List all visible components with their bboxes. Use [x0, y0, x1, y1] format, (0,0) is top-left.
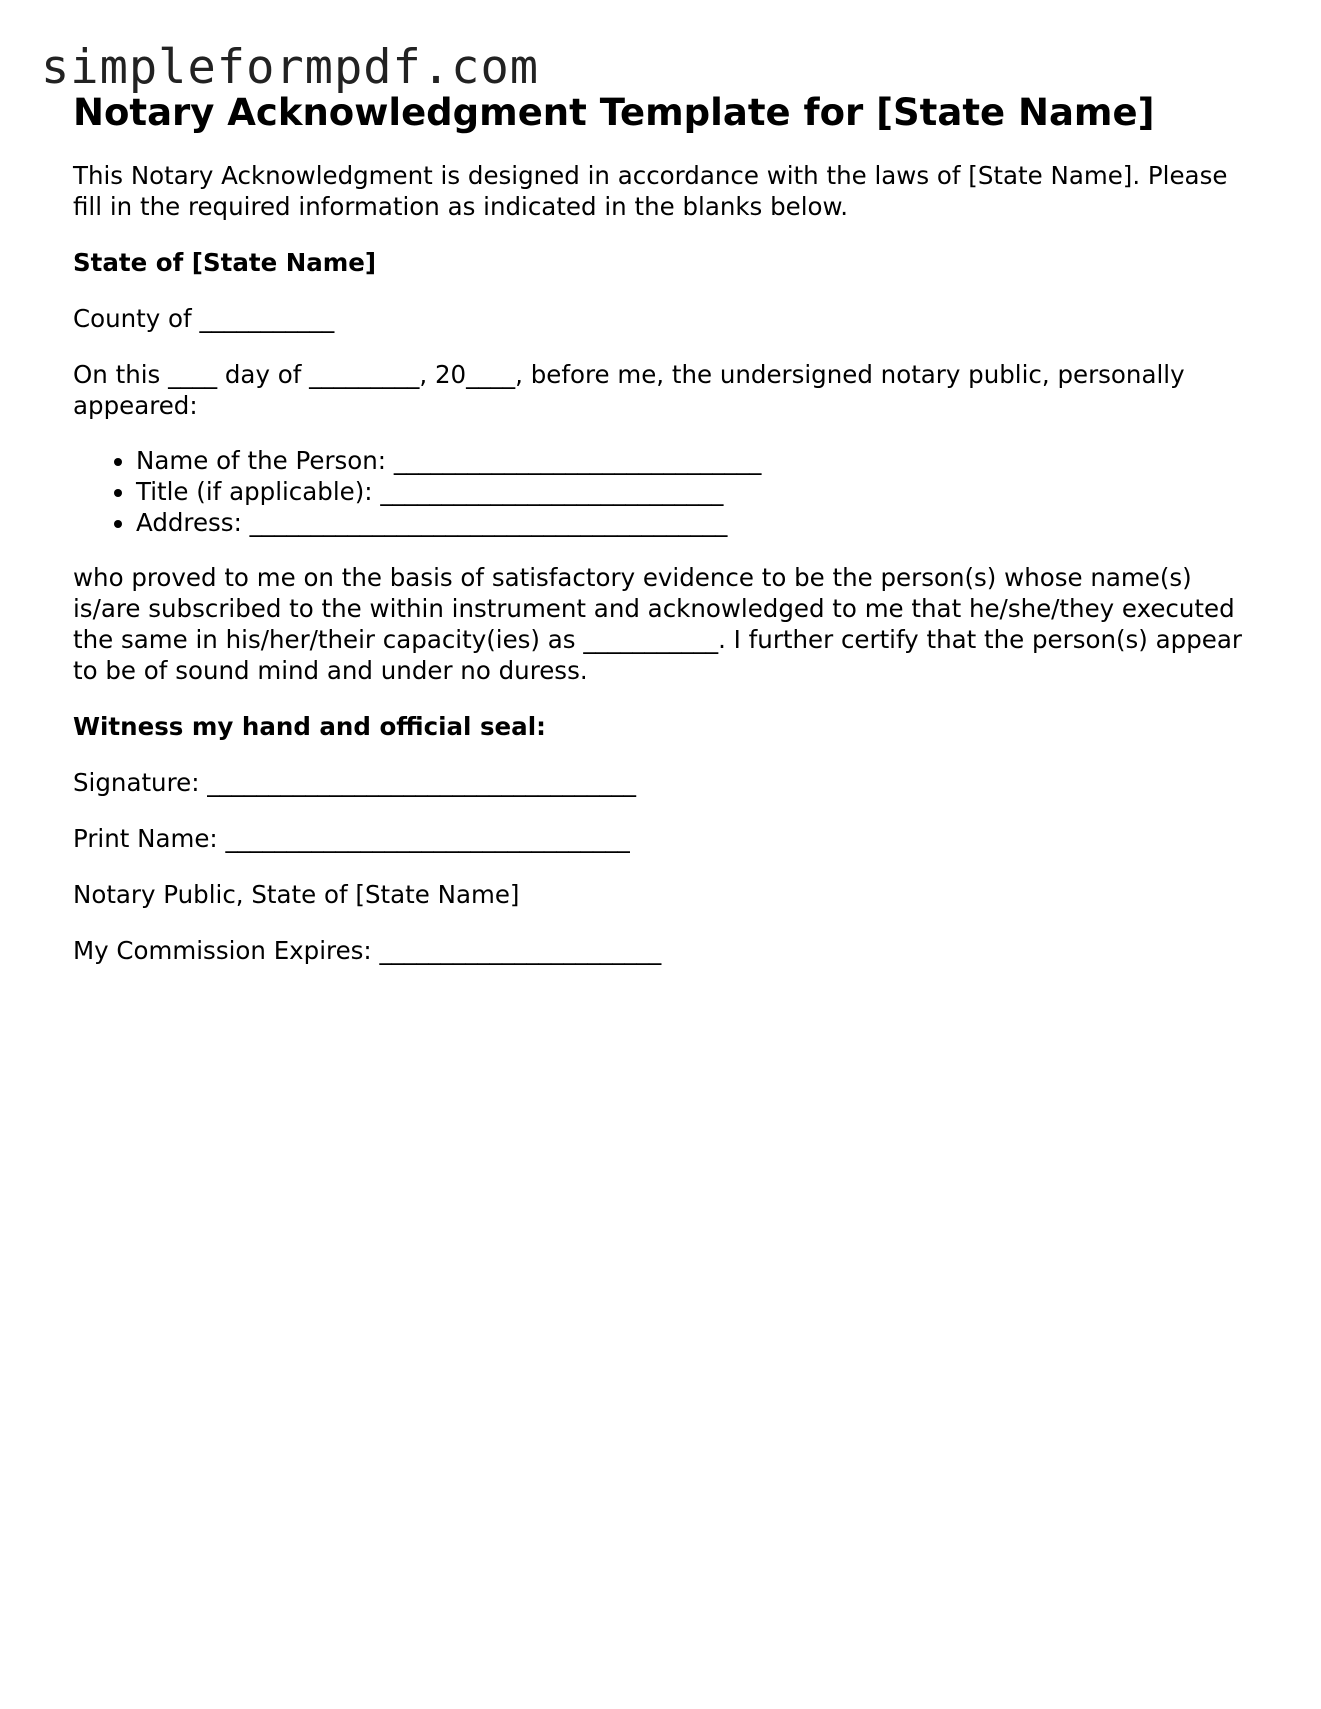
commission-expires-line: My Commission Expires: _______________________: [73, 936, 662, 965]
appeared-paragraph: On this ____ day of _________, 20____, before me, the undersigned notary public, personally appeared:: [73, 360, 1185, 420]
page-title: Notary Acknowledgment Template for [State Name]: [73, 91, 1155, 134]
watermark: simpleformpdf.com: [41, 40, 540, 95]
witness-heading: Witness my hand and official seal:: [73, 712, 546, 741]
person-fields-list: [73, 445, 1253, 538]
notary-state-line: Notary Public, State of [State Name]: [73, 880, 520, 909]
person-name-field: • Name of the Person: ______________________________: [136, 445, 1253, 476]
person-address-field: • Address: _______________________________________: [136, 507, 1253, 538]
print-name-line: Print Name: _________________________________: [73, 824, 630, 853]
proved-paragraph: who proved to me on the basis of satisfactory evidence to be the person(s) whose name(s) is/are subscribed to the within instrument and acknowledged to me that he/she/they executed the same in his/her/their capacity(ies) as ___________. I further certify that the person(s) appear to be of sound mind and under no duress.: [73, 563, 1242, 685]
state-heading: State of [State Name]: [73, 248, 377, 277]
document-body: [73, 90, 1253, 966]
county-line: County of ___________: [73, 304, 335, 333]
person-title-field: • Title (if applicable): ____________________________: [136, 476, 1253, 507]
intro-paragraph: This Notary Acknowledgment is designed in accordance with the laws of [State Name]. Please fill in the required information as indicated in the blanks below.: [73, 161, 1228, 221]
signature-line: Signature: ___________________________________: [73, 768, 636, 797]
